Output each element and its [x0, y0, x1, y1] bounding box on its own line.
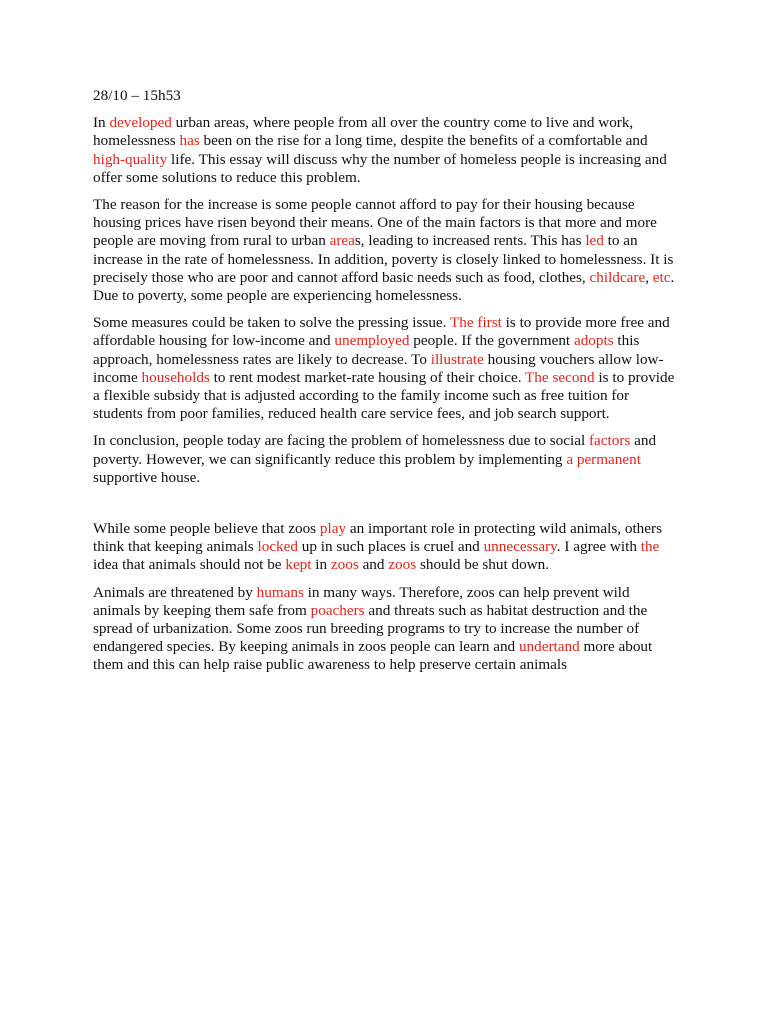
document-page — [93, 87, 677, 684]
highlighted-word: unemployed — [334, 332, 410, 350]
highlighted-word: adopts — [573, 332, 614, 350]
text-run: is to provide more free and affordable housing for low-income and — [93, 314, 670, 350]
text-run: this approach, homelessness rates are likely to decrease. To — [93, 332, 640, 368]
highlighted-word: households — [141, 368, 210, 386]
highlighted-word: area — [329, 232, 355, 250]
essay-1-paragraph-1 — [93, 114, 677, 187]
text-run: in — [311, 556, 331, 574]
essay-2 — [93, 520, 677, 675]
text-run: supportive house. — [93, 468, 201, 486]
highlighted-word: kept — [285, 556, 312, 574]
text-run: in many ways. Therefore, zoos can help prevent wild animals by keeping them safe from — [93, 583, 630, 619]
text-run: and poverty. However, we can significantly reduce this problem by implementing — [93, 432, 657, 468]
text-run: and threats such as habitat destruction and the spread of urbanization. Some zoos run breeding programs to try to increase the number of endangered species. By keeping animals in zoos people can learn and — [93, 601, 648, 656]
text-run: s, leading to increased rents. This has — [354, 232, 586, 250]
highlighted-word: The first — [449, 314, 502, 332]
text-run: to rent modest market-rate housing of their choice. — [209, 368, 526, 386]
text-run: . Due to poverty, some people are experiencing homelessness. — [93, 268, 675, 305]
text-run: , — [645, 268, 653, 286]
text-run: Animals are threatened by — [93, 583, 257, 601]
highlighted-word: etc — [652, 268, 671, 286]
text-run: In — [93, 114, 110, 132]
highlighted-word: play — [319, 520, 347, 538]
highlighted-word: childcare — [589, 268, 646, 286]
essay-1 — [93, 114, 677, 487]
text-run: and — [358, 556, 389, 574]
essays-container — [93, 114, 677, 674]
essay-2-paragraph-1 — [93, 520, 677, 575]
text-run: people. If the government — [409, 332, 574, 350]
essay-2-paragraph-2 — [93, 584, 677, 675]
essay-1-paragraph-4 — [93, 432, 677, 487]
text-run: is to provide a flexible subsidy that is adjusted according to the family income such as free tuition for students from poor families, reduced health care service fees, and job search support. — [93, 368, 675, 423]
highlighted-word: illustrate — [430, 350, 484, 368]
highlighted-word: The second — [525, 368, 595, 386]
text-run: been on the rise for a long time, despite the benefits of a comfortable and — [199, 132, 648, 150]
text-run: While some people believe that zoos — [93, 520, 320, 538]
text-run: up in such places is cruel and — [297, 538, 484, 556]
highlighted-word: locked — [257, 538, 298, 556]
text-run: life. This essay will discuss why the number of homeless people is increasing and offer some solutions to reduce this problem. — [93, 150, 667, 186]
timestamp: 28/10 – 15h53 — [93, 87, 181, 104]
highlighted-word: factors — [588, 432, 631, 450]
text-run: Some measures could be taken to solve the pressing issue. — [93, 314, 450, 332]
highlighted-word: unnecessary — [483, 538, 557, 556]
highlighted-word: poachers — [310, 601, 365, 619]
highlighted-word: led — [585, 232, 604, 250]
highlighted-word: humans — [256, 583, 304, 601]
text-run: The reason for the increase is some people cannot afford to pay for their housing because housing prices have risen beyond their means. One of the main factors is that more and more people are moving from rural to urban — [93, 196, 657, 250]
text-run: more about them and this can help raise public awareness to help preserve certain animals — [93, 638, 653, 674]
highlighted-word: a permanent — [566, 450, 641, 468]
essay-1-paragraph-3 — [93, 314, 677, 423]
text-run: housing vouchers allow low-income — [93, 350, 664, 386]
text-run: to an increase in the rate of homelessness. In addition, poverty is closely linked to homelessness. It is precisely those who are poor and cannot afford basic needs such as food, clothes, — [93, 232, 674, 286]
text-run: In conclusion, people today are facing the problem of homelessness due to social — [93, 432, 589, 450]
highlighted-word: developed — [109, 114, 172, 132]
text-run: an important role in protecting wild animals, others think that keeping animals — [93, 520, 662, 556]
highlighted-word: undertand — [518, 638, 580, 656]
text-run: . I agree with — [556, 538, 641, 556]
highlighted-word: zoos — [330, 556, 359, 574]
text-run: should be shut down. — [416, 556, 550, 574]
highlighted-word: has — [179, 132, 200, 150]
highlighted-word: high-quality — [93, 150, 168, 168]
highlighted-word: zoos — [388, 556, 417, 574]
highlighted-word: the — [640, 538, 660, 556]
essay-1-paragraph-2 — [93, 196, 677, 305]
text-run: idea that animals should not be — [93, 556, 286, 574]
text-run: urban areas, where people from all over the country come to live and work, homelessness — [93, 114, 634, 150]
